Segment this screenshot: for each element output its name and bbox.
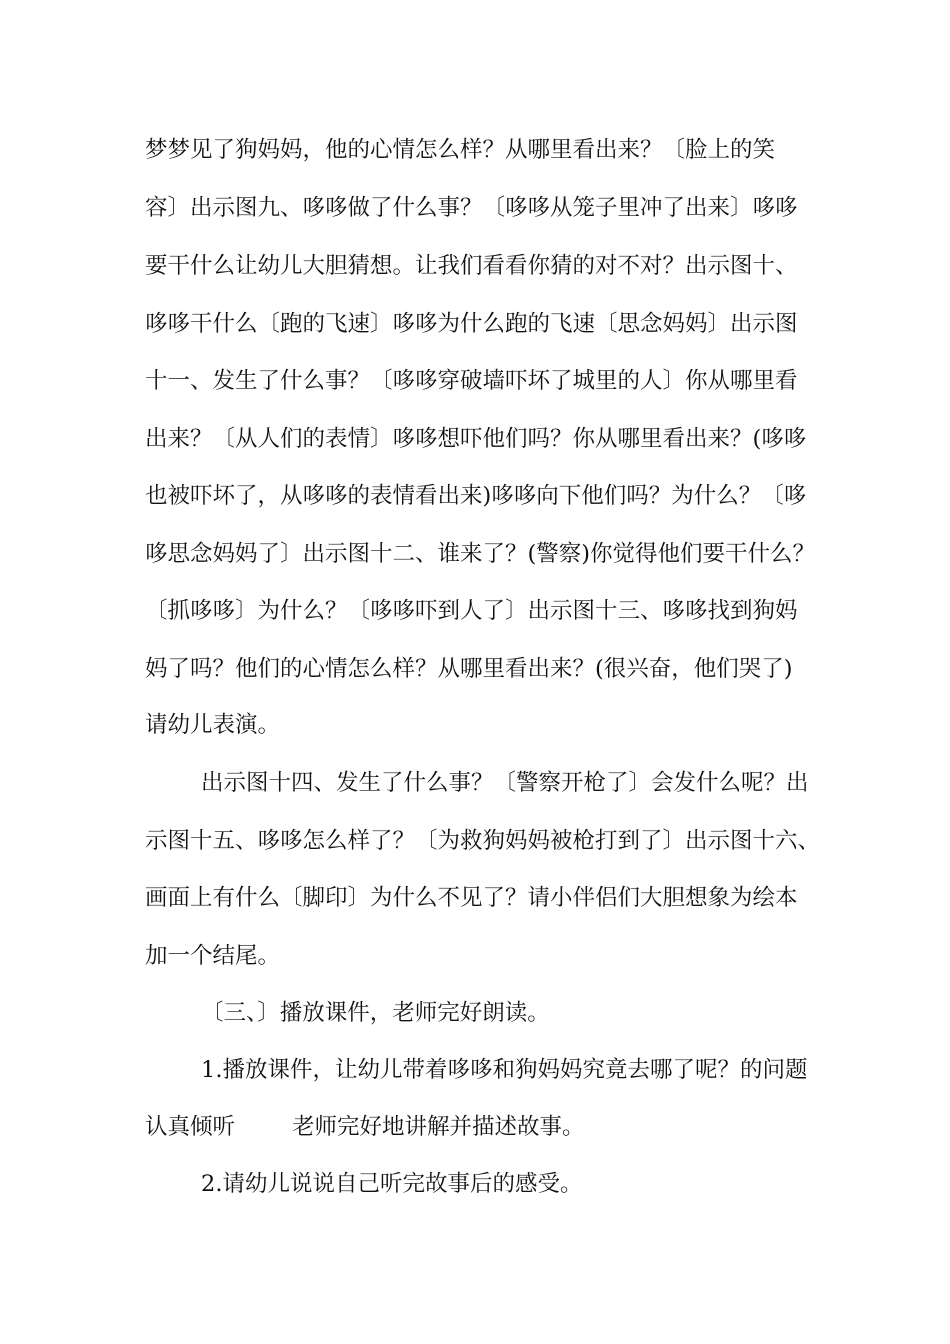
- paragraph-1-line-1: 梦梦见了狗妈妈，他的心情怎么样？从哪里看出来？〔脸上的笑: [145, 137, 776, 163]
- paragraph-1-line-5: 十一、发生了什么事？〔哆哆穿破墙吓坏了城里的人〕你从哪里看: [145, 368, 798, 394]
- paragraph-1-line-7: 也被吓坏了，从哆哆的表情看出来)哆哆向下他们吗？为什么？〔哆: [145, 483, 807, 509]
- paragraph-1-line-10: 妈了吗？他们的心情怎么样？从哪里看出来？(很兴奋，他们哭了): [145, 656, 793, 682]
- item-1-line-2-start: 认真倾听: [145, 1114, 236, 1140]
- paragraph-1-line-4: 哆哆干什么〔跑的飞速〕哆哆为什么跑的飞速〔思念妈妈〕出示图: [145, 311, 798, 337]
- item-1-line-2: [145, 1112, 835, 1142]
- paragraph-1-line-8: 哆思念妈妈了〕出示图十二、谁来了？(警察)你觉得他们要干什么？: [145, 541, 816, 567]
- paragraph-1-line-9: 〔抓哆哆〕为什么？〔哆哆吓到人了〕出示图十三、哆哆找到狗妈: [145, 598, 798, 624]
- paragraph-2-line-4: 加一个结尾。: [145, 943, 281, 969]
- item-1-line-2-end: 老师完好地讲解并描述故事。: [292, 1114, 585, 1140]
- paragraph-1-line-6: 出来？〔从人们的表情〕哆哆想吓他们吗？你从哪里看出来？(哆哆: [145, 426, 807, 452]
- item-1-line-1: 1.播放课件，让幼儿带着哆哆和狗妈妈究竟去哪了呢？的问题: [201, 1057, 808, 1083]
- section-heading: 〔三、〕播放课件，老师完好朗读。: [201, 1000, 550, 1026]
- paragraph-1-line-11: 请幼儿表演。: [145, 712, 281, 738]
- paragraph-2-line-2: 示图十五、哆哆怎么样了？〔为救狗妈妈被枪打到了〕出示图十六、: [145, 828, 821, 854]
- paragraph-1-line-2: 容〕出示图九、哆哆做了什么事？〔哆哆从笼子里冲了出来〕哆哆: [145, 195, 798, 221]
- paragraph-2-line-3: 画面上有什么〔脚印〕为什么不见了？请小伴侣们大胆想象为绘本: [145, 885, 798, 911]
- item-2: 2.请幼儿说说自己听完故事后的感受。: [201, 1171, 583, 1197]
- paragraph-1-line-3: 要干什么让幼儿大胆猜想。让我们看看你猜的对不对？出示图十、: [145, 253, 798, 279]
- paragraph-2-line-1: 出示图十四、发生了什么事？〔警察开枪了〕会发什么呢？出: [201, 770, 809, 796]
